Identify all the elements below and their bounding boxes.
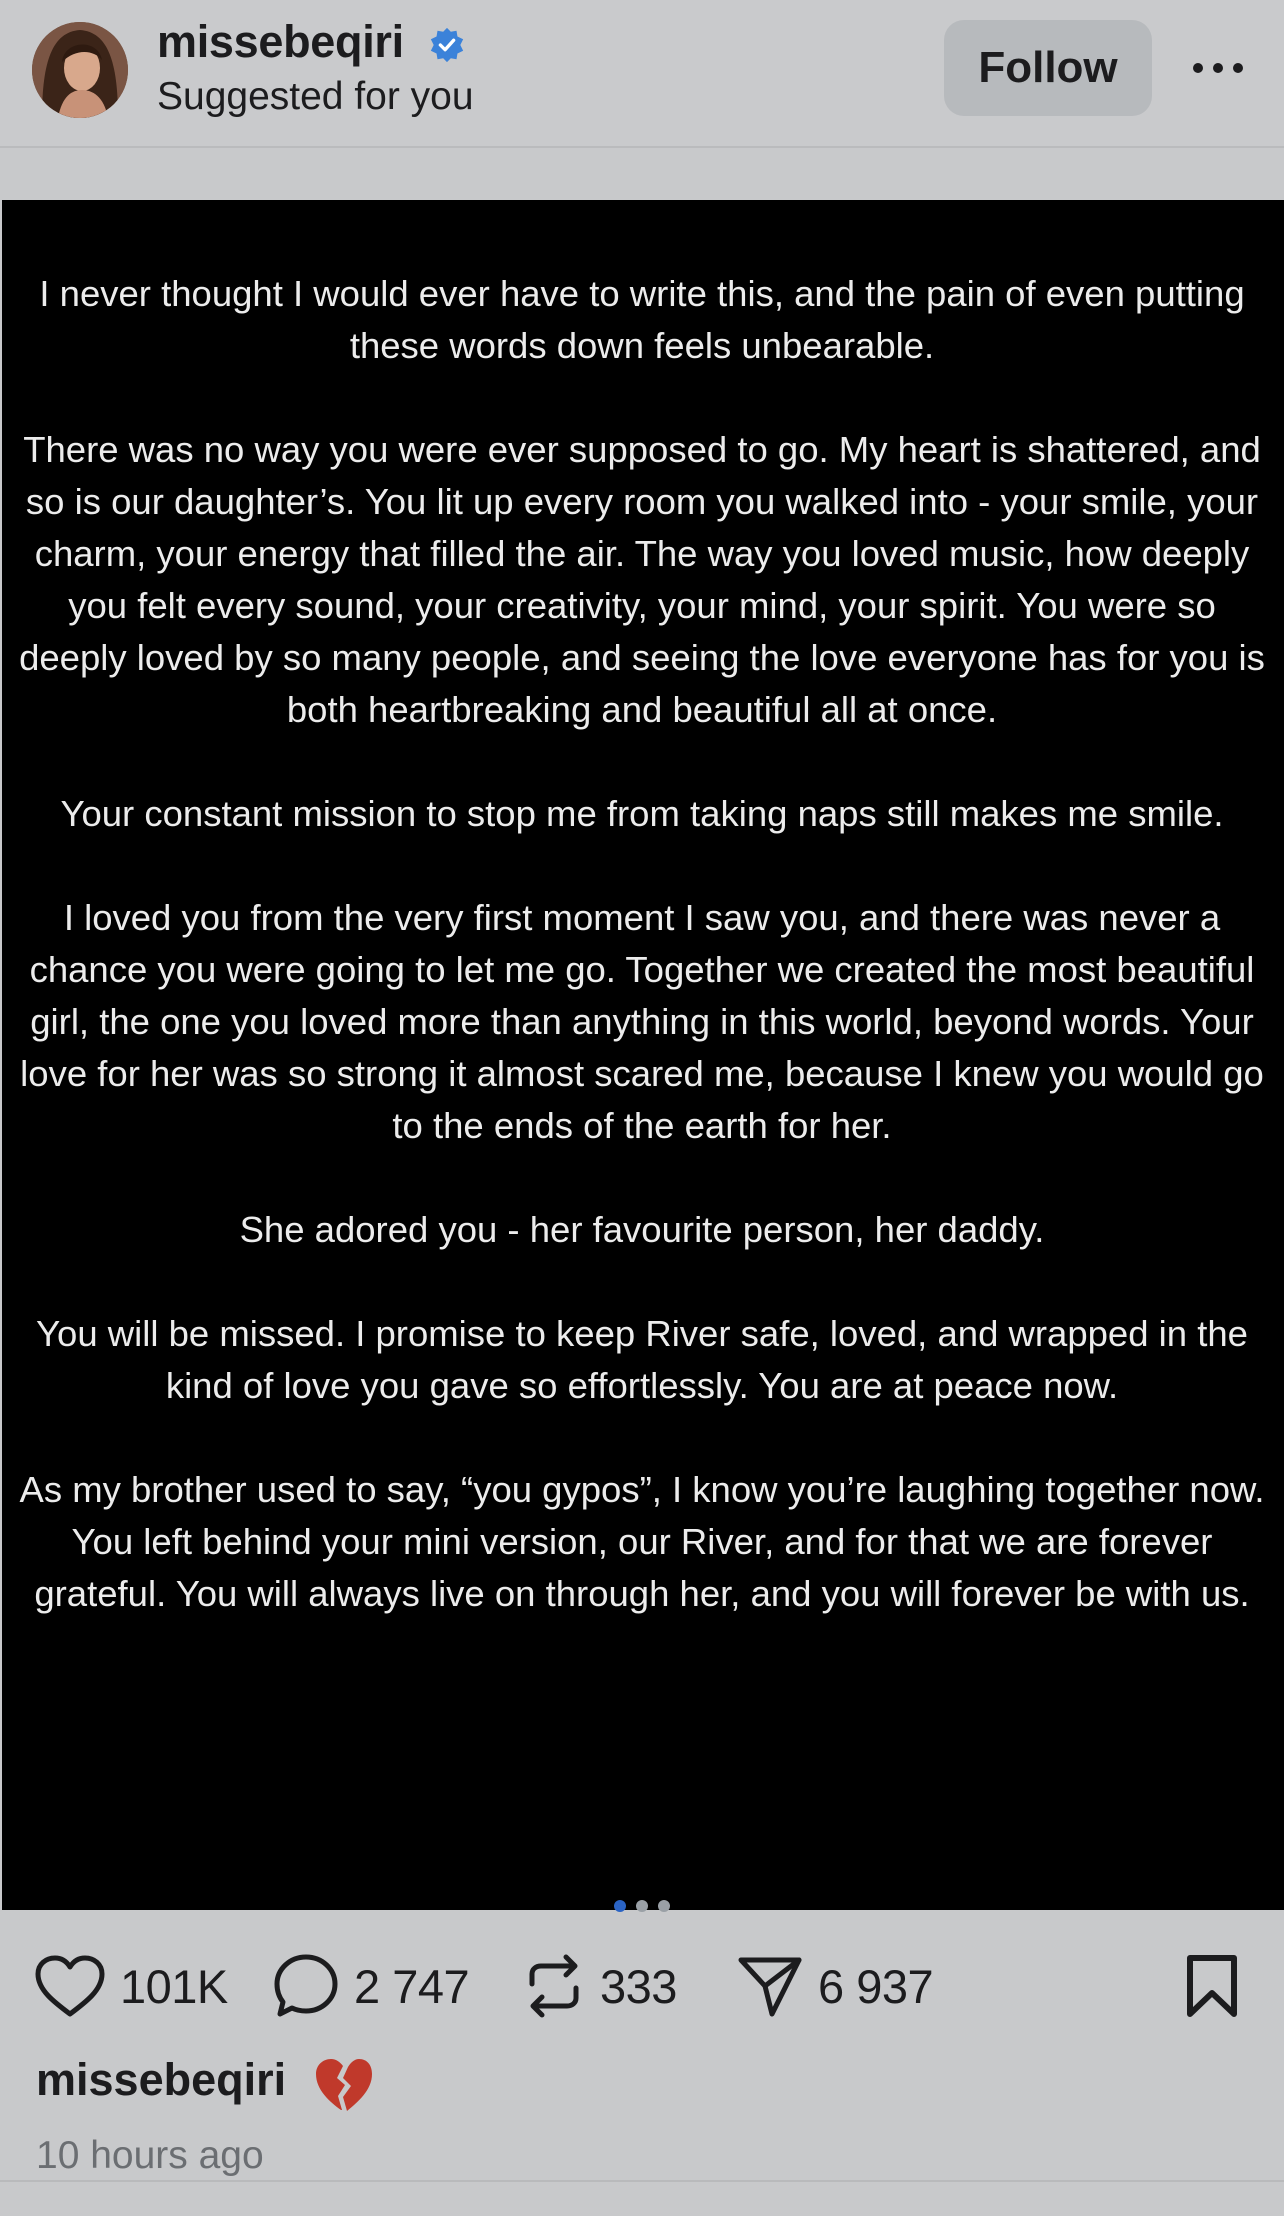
like-button[interactable] — [34, 1948, 228, 2024]
carousel-dot — [658, 1900, 670, 1912]
post-paragraph: As my brother used to say, “you gypos”, I know you’re laughing together now. You left behind your mini version, our River, and for that we are forever grateful. You will always live on through her, and you will forever be with us. — [19, 1469, 1265, 1614]
follow-button[interactable]: Follow — [944, 20, 1152, 116]
repost-button[interactable] — [522, 1948, 677, 2024]
post-paragraph: I loved you from the very first moment I saw you, and there was never a chance you were going to let me go. Together we created the most beautiful girl, the one you loved more than anything in this world, beyond words. Your love for her was so strong it almost scared me, because I knew you would go to the ends of the earth for her. — [20, 897, 1264, 1146]
avatar[interactable] — [32, 22, 128, 118]
share-count: 6 937 — [818, 1959, 934, 2013]
heart-icon — [34, 1954, 106, 2018]
suggested-label: Suggested for you — [157, 75, 474, 118]
repost-count: 333 — [600, 1959, 677, 2013]
post-header — [0, 0, 1284, 148]
broken-heart-icon — [312, 2056, 374, 2114]
carousel-dot — [636, 1900, 648, 1912]
caption-username[interactable]: missebeqiri — [36, 2054, 287, 2105]
post-timestamp: 10 hours ago — [36, 2134, 264, 2177]
post-paragraph: There was no way you were ever supposed to go. My heart is shattered, and so is our daughter’s. You lit up every room you walked into - your smile, your charm, your energy that filled the air. The way you loved music, how deeply you felt every sound, your creativity, your mind, your spirit. You were so deeply loved by so many people, and seeing the love everyone has for you is both heartbreaking and beautiful all at once. — [19, 429, 1265, 730]
action-bar — [0, 1948, 1284, 2024]
comment-button[interactable] — [272, 1948, 469, 2024]
comment-count: 2 747 — [354, 1959, 470, 2013]
carousel-dot — [614, 1900, 626, 1912]
share-button[interactable] — [736, 1948, 933, 2024]
like-count: 101K — [120, 1959, 228, 2013]
bookmark-button[interactable] — [1184, 1948, 1240, 2024]
comment-icon — [272, 1952, 340, 2020]
send-icon — [736, 1954, 804, 2018]
post-paragraph: Your constant mission to stop me from taking naps still makes me smile. — [60, 793, 1224, 834]
post-paragraph: She adored you - her favourite person, her daddy. — [239, 1209, 1045, 1250]
verified-badge-icon — [428, 26, 466, 64]
post-paragraph: You will be missed. I promise to keep River safe, loved, and wrapped in the kind of love you gave so effortlessly. You are at peace now. — [36, 1313, 1248, 1406]
avatar-image — [32, 22, 128, 118]
repost-icon — [522, 1952, 586, 2020]
post-text — [0, 268, 1284, 1672]
carousel-indicator — [600, 1900, 684, 1914]
more-options-icon[interactable] — [1188, 40, 1248, 96]
username[interactable]: missebeqiri — [157, 16, 404, 67]
divider — [0, 2180, 1284, 2182]
bookmark-icon — [1184, 1953, 1240, 2019]
post-paragraph: I never thought I would ever have to write this, and the pain of even putting these words down feels unbearable. — [39, 273, 1245, 366]
